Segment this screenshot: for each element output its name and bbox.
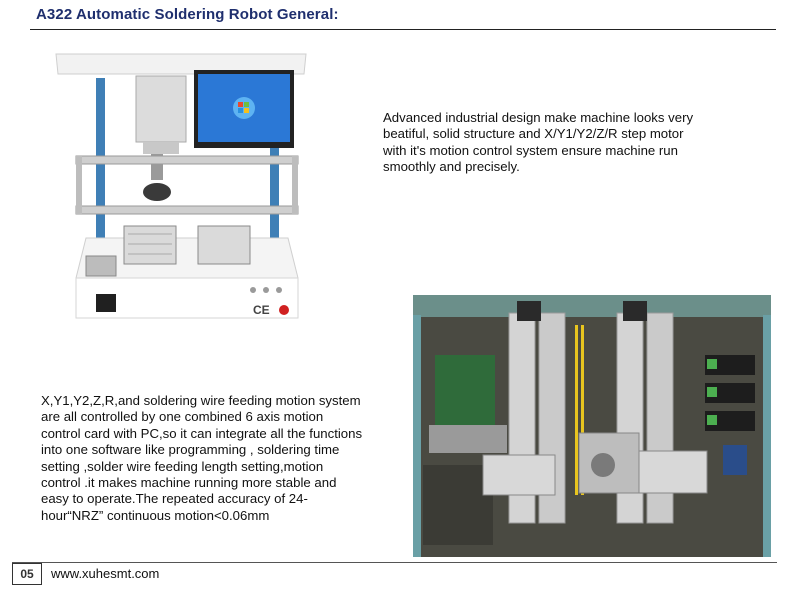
top-line-4: smoothly and precisely.: [383, 159, 520, 175]
top-line-3: with it's motion control system ensure machine run: [383, 142, 678, 158]
ce-mark: CE: [253, 303, 270, 317]
bottom-line-8: hour“NRZ” continuous motion<0.06mm: [41, 507, 270, 523]
bottom-line-1: X,Y1,Y2,Z,R,and soldering wire feeding motion system: [41, 393, 361, 408]
bottom-paragraph: [41, 393, 377, 524]
internal-mechanism-photo: [413, 295, 771, 557]
footer-divider: [12, 562, 777, 563]
bottom-line-2: are all controlled by one combined 6 axis motion: [41, 409, 324, 425]
top-line-1: Advanced industrial design make machine looks very: [383, 110, 694, 125]
bottom-line-3: control card with PC,so it can integrate all the functions: [41, 425, 363, 441]
document-title: A322 Automatic Soldering Robot General:: [36, 6, 339, 23]
website-link[interactable]: www.xuhesmt.com: [51, 566, 160, 581]
bottom-line-7: easy to operate.The repeated accuracy of 24-: [41, 491, 308, 507]
soldering-robot-photo: [48, 48, 310, 330]
header-divider: [30, 29, 776, 30]
top-line-2: beatiful, solid structure and X/Y1/Y2/Z/R step motor: [383, 126, 684, 142]
page-number: 05: [12, 563, 42, 585]
bottom-line-6: control .it makes machine running more stable and: [41, 475, 337, 491]
bottom-line-5: setting ,solder wire feeding length setting,motion: [41, 458, 324, 474]
bottom-line-4: into one software like programming , soldering time: [41, 442, 340, 458]
top-paragraph: [383, 110, 713, 176]
